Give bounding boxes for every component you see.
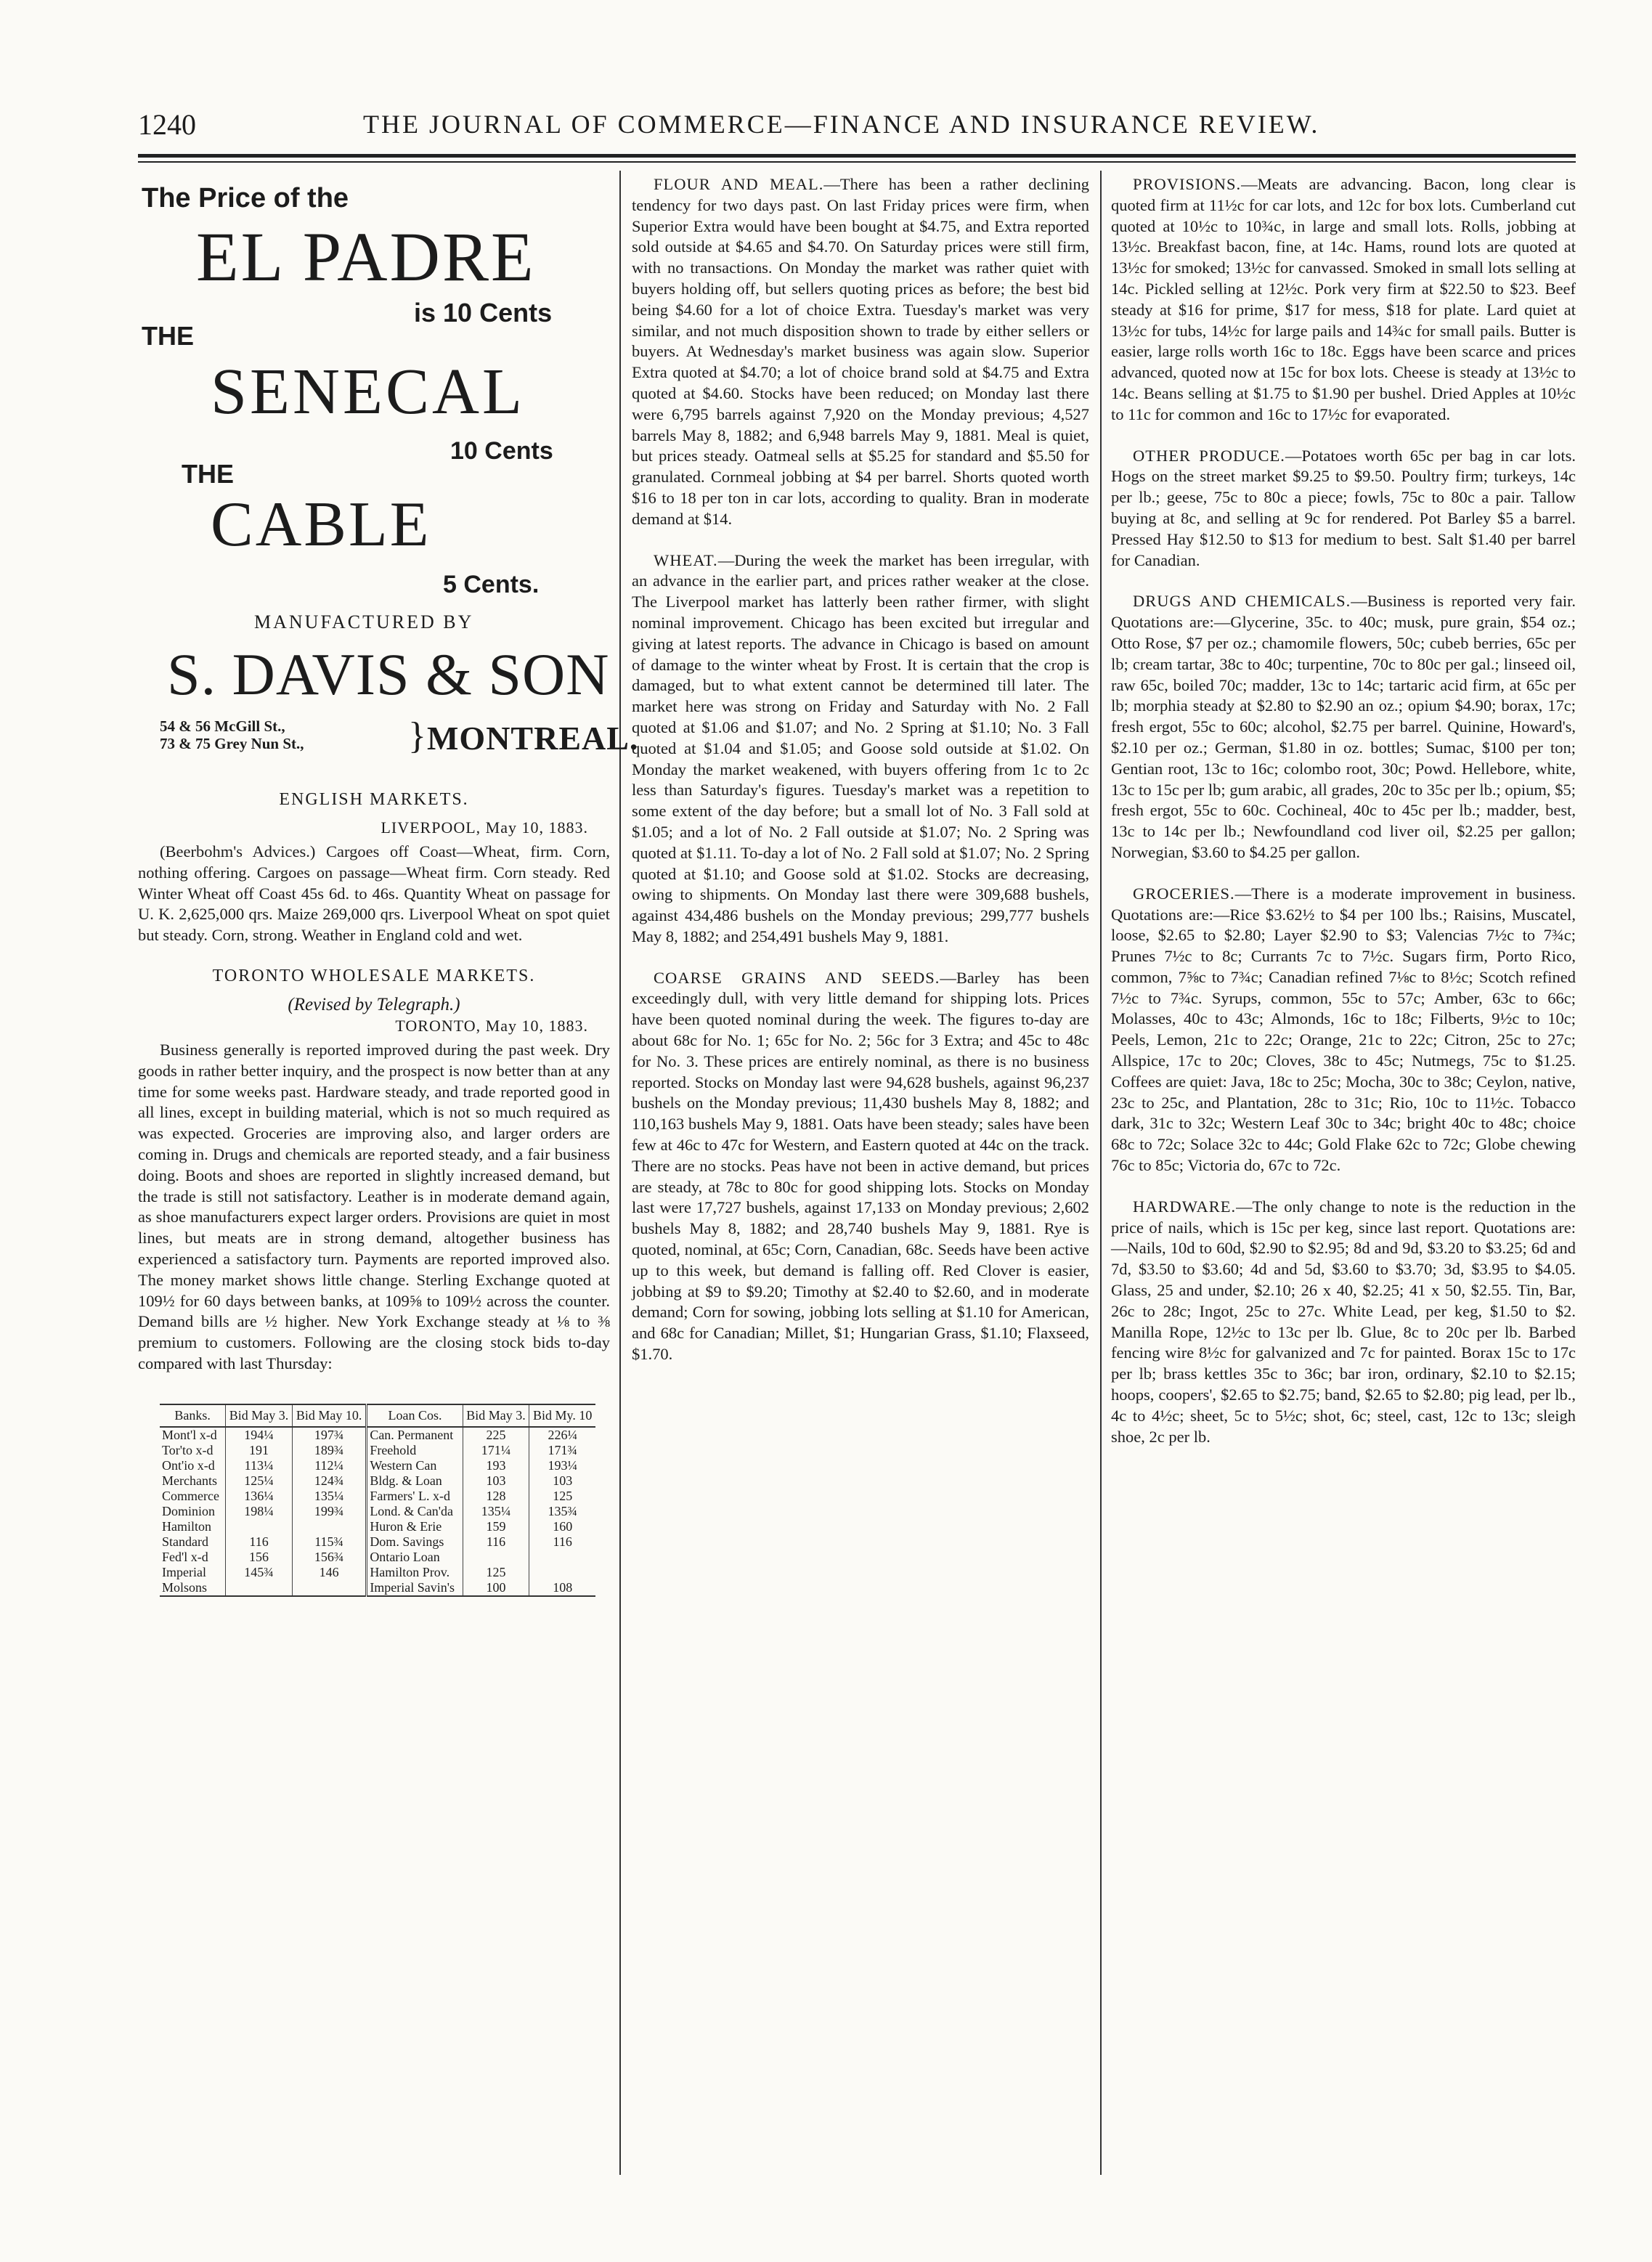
table-header-row — [160, 1404, 595, 1427]
bid-may-3 — [226, 1519, 293, 1534]
bid-may-10: 199¾ — [292, 1504, 366, 1519]
bank-name: Molsons — [160, 1580, 226, 1596]
ad-price-cable: 5 Cents. — [443, 571, 540, 598]
ad-price-line: The Price of the — [142, 183, 349, 213]
loan-bid-may-3: 171¼ — [463, 1443, 529, 1458]
wheat-body: —During the week the market has been irregular, with an advance in the earlier part, and prices rather weaker at the close. The Liverpool market has latterly been rather firmer, with slight nominal improvement. Chicago has been excited but irregular and giving at latest reports. The advance in Chicago is based on amount of damage to the winter wheat by Frost. It is certain that the crop is damaged, but to what extent cannot be determined till later. The market here was strong on Friday and Saturday with No. 2 Fall quoted at $1.06 and $1.07; and No. 2 Spring at $1.10; No. 3 Fall quoted at $1.04 and $1.05; and Goose sold outside at $1.02. On Monday the market weakened, with buyers offering from 1c to 2c less than Saturday's figures. Tuesday's market was a repetition to some extent of the day before; but a small lot of No. 3 Fall sold at $1.05; and a lot of No. 2 Fall outside at $1.07; No. 2 Spring was quoted at $1.11. To-day a lot of No. 2 Fall sold at $1.07; No. 2 Spring quoted at $1.10; and Goose sold at $1.02. Stocks are decreasing, owing to shipments. On Monday last there were 309,688 bushels, against 434,486 bushels on the Monday previous; 299,777 bushels May 8, 1882; and 254,491 bushels May 9, 1881. — [632, 550, 1089, 945]
drugs-chemicals-body: —Business is reported very fair. Quotations are:—Glycerine, 35c. to 40c; musk, pure grain, $54 oz.; Otto Rose, $7 per oz.; chamomile flowers, 50c; cubeb berries, 65c per lb; cream tartar, 38c to 40c; turpentine, 70c to 80c per gal.; linseed oil, raw 65c, boiled 70c; madder, 13c to 14c; tartaric acid firm, at 65c per lb; morphia steady at $2.80 to $2.90 an oz.; opium $4.90; borax, 17c; fresh ergot, 55c to 60c; alcohol, $2.75 per barrel. Quinine, Howard's, $2.10 per oz.; German, $1.80 in oz. bottles; Sumac, $100 per ton; Gentian root, 13c to 16c; colombo root, 30c; Powd. Hellebore, white, 13c to 15c per lb; gum arabic, all grades, 20c to 35c per lb.; opium, $5; fresh ergot, 55c to 60c. Cochineal, 40c to 45c per lb.; madder, best, 13c to 14c per lb.; Newfoundland cod liver oil, $2.25 per gallon; Norwegian, $3.60 to $4.25 per gallon. — [1111, 592, 1576, 861]
table-header: Bid My. 10 — [529, 1404, 595, 1427]
bid-may-10 — [292, 1519, 366, 1534]
column-2 — [632, 174, 1089, 2178]
ad-brand-cable: CABLE — [211, 489, 431, 560]
english-markets-body: (Beerbohm's Advices.) Cargoes off Coast—Wheat, firm. Corn, nothing offering. Cargoes on passage—Wheat firm. Corn steady. Red Winter Wheat off Coast 45s 6d. to 46s. Quantity Wheat on passage for U. K. 2,625,000 qrs. Maize 269,000 qrs. Liverpool Wheat on spot quiet but steady. Corn, strong. Weather in England cold and wet. — [138, 842, 610, 945]
bid-may-10: 189¾ — [292, 1443, 366, 1458]
wheat-report — [632, 550, 1089, 948]
english-markets-dateline: LIVERPOOL, May 10, 1883. — [381, 818, 588, 837]
ad-brand-senecal: SENECAL — [211, 356, 525, 428]
toronto-markets-subheading: (Revised by Telegraph.) — [288, 994, 460, 1014]
loan-company-name: Imperial Savin's — [367, 1580, 463, 1596]
wheat-lead: WHEAT. — [654, 550, 718, 569]
groceries-lead: GROCERIES. — [1133, 884, 1235, 903]
bid-may-3: 194¼ — [226, 1427, 293, 1443]
bank-name: Commerce — [160, 1489, 226, 1504]
toronto-markets-dateline: TORONTO, May 10, 1883. — [395, 1016, 588, 1035]
loan-bid-may-3: 159 — [463, 1519, 529, 1534]
ad-the: THE — [142, 321, 194, 351]
loan-bid-may-10: 171¾ — [548, 1442, 577, 1457]
loan-bid-may-10: 226¼ — [548, 1427, 577, 1442]
page-header — [138, 107, 1576, 151]
hardware-lead: HARDWARE. — [1133, 1197, 1237, 1216]
table-header: Loan Cos. — [367, 1404, 463, 1427]
loan-bid-may-3: 128 — [463, 1489, 529, 1504]
loan-company-name: Dom. Savings — [367, 1534, 463, 1550]
ad-city: MONTREAL. — [427, 720, 639, 757]
groceries-body: —There is a moderate improvement in business. Quotations are:—Rice $3.62½ to $4 per 100 lbs.; Raisins, Muscatel, loose, $2.65 to $2.80; Layer $2.90 to $3; Valencias 7½c to 7¾c; Prunes 7½c to 8c; Currants 7c to 7½c. Sugars firm, Porto Rico, common, 7⅝c to 7¾c; Canadian refined 7⅛c to 8½c; Scotch refined 7½c to 7¾c. Syrups, common, 55c to 57c; Amber, 63c to 66c; Molasses, 40c to 43c; Almonds, 16c to 18c; Filberts, 9½c to 10c; Peels, Lemon, 21c to 22c; Orange, 21c to 22c; Citron, 25c to 27c; Allspice, 17c to 20c; Cloves, 38c to 45c; Nutmegs, 75c to $1.25. Coffees are quiet: Java, 18c to 25c; Mocha, 30c to 38c; Ceylon, native, 23c to 25c, and Plantation, 28c to 31c; Rio, 10c to 11½c. Tobacco dark, 31c to 32c; Western Leaf 30c to 34c; bright 40c to 48c; choice 68c to 72c; Solace 32c to 44c; Gold Flake 62c to 72c; Globe chewing 76c to 85c; Victoria do, 67c to 72c. — [1111, 884, 1576, 1175]
bid-may-3: 113¼ — [226, 1458, 293, 1473]
loan-bid-may-10: 108 — [553, 1579, 573, 1595]
davis-cigar-advertisement — [138, 174, 639, 777]
loan-company-name: Western Can — [367, 1458, 463, 1473]
bid-may-3: 116 — [226, 1534, 293, 1550]
flour-meal-lead: FLOUR AND MEAL. — [654, 175, 824, 193]
loan-bid-may-3: 100 — [463, 1580, 529, 1596]
column-divider — [1100, 171, 1102, 2175]
bank-name: Imperial — [160, 1565, 226, 1580]
bid-may-10: 156¾ — [292, 1550, 366, 1565]
bid-may-3: 136¼ — [226, 1489, 293, 1504]
ad-brace: } — [408, 715, 426, 757]
table-row — [160, 1550, 595, 1565]
table-row — [160, 1565, 595, 1580]
drugs-chemicals-lead: DRUGS AND CHEMICALS. — [1133, 592, 1351, 611]
english-markets-heading: ENGLISH MARKETS. — [279, 790, 469, 809]
bank-name: Hamilton — [160, 1519, 226, 1534]
loan-company-name: Lond. & Can'da — [367, 1504, 463, 1519]
ad-address-line: 54 & 56 McGill St., — [160, 717, 285, 735]
table-row — [160, 1504, 595, 1519]
loan-company-name: Bldg. & Loan — [367, 1473, 463, 1489]
table-row — [160, 1473, 595, 1489]
bank-name: Tor'to x-d — [160, 1443, 226, 1458]
column-divider — [619, 171, 621, 2175]
ad-brand-el-padre: EL PADRE — [196, 218, 536, 296]
loan-company-name: Hamilton Prov. — [367, 1565, 463, 1580]
table-row — [160, 1534, 595, 1550]
ad-the: THE — [182, 459, 234, 489]
coarse-grains-lead: COARSE GRAINS AND SEEDS. — [654, 968, 940, 987]
groceries-report — [1111, 884, 1576, 1176]
table-row — [160, 1580, 595, 1596]
table-header: Bid May 10. — [292, 1404, 366, 1427]
bank-name: Standard — [160, 1534, 226, 1550]
loan-bid-may-3: 125 — [463, 1565, 529, 1580]
bid-may-3: 198¼ — [226, 1504, 293, 1519]
table-header: Bid May 3. — [463, 1404, 529, 1427]
loan-bid-may-10: 160 — [553, 1518, 573, 1534]
loan-company-name: Can. Permanent — [367, 1427, 463, 1443]
bid-may-10: 197¾ — [292, 1427, 366, 1443]
column-3 — [1111, 174, 1576, 2178]
loan-bid-may-10: 116 — [553, 1534, 572, 1549]
bank-name: Mont'l x-d — [160, 1427, 226, 1443]
table-row — [160, 1443, 595, 1458]
bid-may-10 — [292, 1580, 366, 1596]
ad-price-senecal: 10 Cents — [450, 437, 553, 465]
loan-bid-may-3: 135¼ — [463, 1504, 529, 1519]
bid-may-3: 191 — [226, 1443, 293, 1458]
hardware-body: —The only change to note is the reduction in the price of nails, which is 15c per keg, since last report. Quotations are:—Nails, 10d to 60d, $2.90 to $2.95; 8d and 9d, $3.20 to $3.25; 6d and 7d, $3.50 to $3.60; 4d and 5d, $3.60 to $3.70; 3d, $3.95 to $4.05. Glass, 25 and under, $2.10; 26 x 40, $2.25; 41 x 50, $2.55. Tin, Bar, 26c to 28c; Ingot, 25c to 27c. White Lead, per keg, $1.50 to $2. Manilla Rope, 12½c to 13c per lb. Glue, 8c to 20c per lb. Barbed fencing wire 8½c for galvanized and 7c for painted. Borax 15c to 17c per lb; brass kettles 35c to 36c; bar iron, ordinary, $2.10 to $2.15; hoops, coopers', $2.65 to $2.75; band, $2.65 to $2.80; pig lead, per lb., 4c to 4½c; sheet, 5c to 5½c; shot, 6c; steel, cast, 12c to 13c; sleigh shoe, 2c per lb. — [1111, 1197, 1576, 1446]
header-rule — [138, 154, 1576, 158]
loan-company-name: Huron & Erie — [367, 1519, 463, 1534]
bid-may-10: 115¾ — [292, 1534, 366, 1550]
loan-bid-may-10: 125 — [553, 1488, 573, 1503]
loan-bid-may-3: 225 — [463, 1427, 529, 1443]
other-produce-report — [1111, 446, 1576, 571]
loan-company-name: Farmers' L. x-d — [367, 1489, 463, 1504]
bid-may-3: 125¼ — [226, 1473, 293, 1489]
bank-name: Dominion — [160, 1504, 226, 1519]
toronto-markets-body: Business generally is reported improved during the past week. Dry goods in rather better inquiry, and the prospect is now better than at any time for some weeks past. Hardware steady, and trade reported good in all lines, except in building material, which is not so much required as was expected. Groceries are improving also, and larger orders are coming in. Drugs and chemicals are reported steady, and a fair business doing. Boots and shoes are reported in slightly increased demand, but the trade is still not satisfactory. Leather is in moderate demand again, as shoe manufacturers expect larger orders. Provisions are quiet in most lines, but meats are in strong demand, altogether business has experienced a satisfactory turn. Payments are reported improved also. The money market shows little change. Sterling Exchange quoted at 109½ for 60 days between banks, at 109⅝ to 109½ across the counter. Demand bills are ½ higher. New York Exchange steady at ⅛ to ⅜ premium to customers. Following are the closing stock bids to-day compared with last Thursday: — [138, 1040, 610, 1372]
bank-name: Ont'io x-d — [160, 1458, 226, 1473]
toronto-markets-heading: TORONTO WHOLESALE MARKETS. — [212, 966, 536, 985]
bank-name: Fed'l x-d — [160, 1550, 226, 1565]
bank-name: Merchants — [160, 1473, 226, 1489]
provisions-report — [1111, 174, 1576, 426]
table-row — [160, 1458, 595, 1473]
column-1 — [138, 174, 639, 2178]
loan-bid-may-3: 193 — [463, 1458, 529, 1473]
loan-bid-may-3: 116 — [463, 1534, 529, 1550]
loan-bid-may-10: 135¾ — [548, 1503, 577, 1518]
journal-title: THE JOURNAL OF COMMERCE—FINANCE AND INSURANCE REVIEW. — [363, 110, 1320, 139]
stock-bids-table — [160, 1404, 595, 1597]
bid-may-10: 135¼ — [292, 1489, 366, 1504]
page-number: 1240 — [138, 108, 196, 141]
flour-meal-body: —There has been a rather declining tendency for two days past. On last Friday prices were firm, when Superior Extra would have been bought at $4.75, and Extra reported sold outside at $4.65 and $4.70. On Saturday prices were still firm, with no transactions. On Monday the market was rather quiet with buyers holding off, but sellers quoting prices as before; the best bid being $4.60 for a lot of choice Extra. Tuesday's market was very similar, and not much disposition shown to trade by either sellers or buyers. At Wednesday's market business was again slow. Superior Extra quoted at $4.70; a lot of choice brand sold at $4.75 and Extra quoted at $4.60. Stocks have been reduced; on Monday last there were 6,795 barrels against 7,920 on the Monday previous; 4,527 barrels May 8, 1882; and 6,948 barrels May 9, 1881. Meal is quiet, but prices steady. Oatmeal sells at $5.25 for standard and $5.50 for granulated. Cornmeal jobbing at $4 per barrel. Shorts quoted worth $16 to 18 per ton in car lots, according to quality. Bran in moderate demand at $14. — [632, 175, 1089, 528]
loan-bid-may-10 — [529, 1550, 595, 1565]
drugs-chemicals-report — [1111, 591, 1576, 863]
ad-manufactured-by: MANUFACTURED BY — [254, 611, 474, 632]
ad-maker-name: S. DAVIS & SON — [167, 641, 610, 707]
bid-may-3 — [226, 1580, 293, 1596]
table-header: Bid May 3. — [226, 1404, 293, 1427]
provisions-body: —Meats are advancing. Bacon, long clear is quoted firm at 11½c for car lots, and 12c for box lots. Cumberland cut quoted at 10½c to 10¾c, in large and small lots. Rolls, jobbing at 13½c. Breakfast bacon, fine, at 14c. Hams, round lots are quoted at 13½c for smoked; 13½c for canvassed. Smoked in small lots selling at 14c. Pickled selling at 12½c. Pork very firm at $22.50 to $23. Beef steady at $16 for prime, $17 for mess, $18 for plate. Lard quiet at 13½c for tubs, 14½c for large pails and 14¾c for small pails. Butter is easier, large rolls worth 16c to 18c. Eggs have been scarce and prices advanced, quoted now at 15c for box lots. Cheese is steady at 13½c to 14c. Beans selling at $1.75 to $1.90 per bushel. Dried Apples at 10½c to 11c for common and 16c to 17½c for evaporated. — [1111, 175, 1576, 423]
other-produce-lead: OTHER PRODUCE. — [1133, 446, 1285, 465]
loan-bid-may-10 — [529, 1565, 595, 1580]
table-row — [160, 1519, 595, 1534]
table-row — [160, 1427, 595, 1443]
other-produce-body: —Potatoes worth 65c per bag in car lots. Hogs on the street market $9.25 to $9.50. Poultry firm; turkeys, 14c per lb.; geese, 75c to 80c a piece; fowls, 75c to 80c a pair. Tallow buying at 8c, and selling at 9c for rendered. Pot Barley $5 a barrel. Pressed Hay $12.50 to $13 for medium to best. Salt $1.40 per barrel for Canadian. — [1111, 446, 1576, 569]
bid-may-10: 112¼ — [292, 1458, 366, 1473]
hardware-report — [1111, 1197, 1576, 1448]
header-rule-thin — [138, 161, 1576, 163]
coarse-grains-report — [632, 968, 1089, 1365]
bid-may-3: 156 — [226, 1550, 293, 1565]
loan-company-name: Ontario Loan — [367, 1550, 463, 1565]
bid-may-3: 145¾ — [226, 1565, 293, 1580]
stock-table-body — [160, 1427, 595, 1596]
bid-may-10: 146 — [292, 1565, 366, 1580]
ad-price-el-padre: is 10 Cents — [414, 298, 553, 327]
table-row — [160, 1489, 595, 1504]
bid-may-10: 124¾ — [292, 1473, 366, 1489]
loan-bid-may-10: 193¼ — [548, 1457, 577, 1473]
loan-company-name: Freehold — [367, 1443, 463, 1458]
loan-bid-may-3 — [463, 1550, 529, 1565]
provisions-lead: PROVISIONS. — [1133, 175, 1242, 193]
coarse-grains-body: —Barley has been exceedingly dull, with very little demand for shipping lots. Prices have been quoted nominal during the week. The figures to-day are about 68c for No. 1; 65c for No. 2; 56c for 3 Extra; and 45c to 48c for No. 3. These prices are entirely nominal, as there is no business reported. Stocks on Monday last were 94,628 bushels, against 96,237 bushels on the Monday previous; 11,430 bushels May 8, 1882; and 110,163 bushels May 9, 1881. Oats have been steady; sales have been few at 46c to 47c for Western, and Eastern quoted at 44c on the track. There are no stocks. Peas have not been in active demand, but prices are steady, at 78c to 80c for good shipping lots. Stocks on Monday last were 17,727 bushels, against 17,133 on Monday previous; 2,602 bushels May 8, 1882; and 28,740 bushels May 9, 1881. Rye is quoted, nominal, at 65c; Corn, Canadian, 68c. Seeds have been active up to this week, but demand is falling off. Red Clover is easier, jobbing at $9 to $9.20; Timothy at $2.40 to $2.60, and in moderate demand; Corn for sowing, jobbing lots selling at $1.10 for American, and 68c for Canadian; Millet, $1; Hungarian Grass, $1.10; Flaxseed, $1.70. — [632, 968, 1089, 1364]
loan-bid-may-10: 103 — [553, 1473, 573, 1488]
loan-bid-may-3: 103 — [463, 1473, 529, 1489]
table-header: Banks. — [160, 1404, 226, 1427]
flour-meal-report — [632, 174, 1089, 530]
ad-address-line: 73 & 75 Grey Nun St., — [160, 735, 304, 752]
